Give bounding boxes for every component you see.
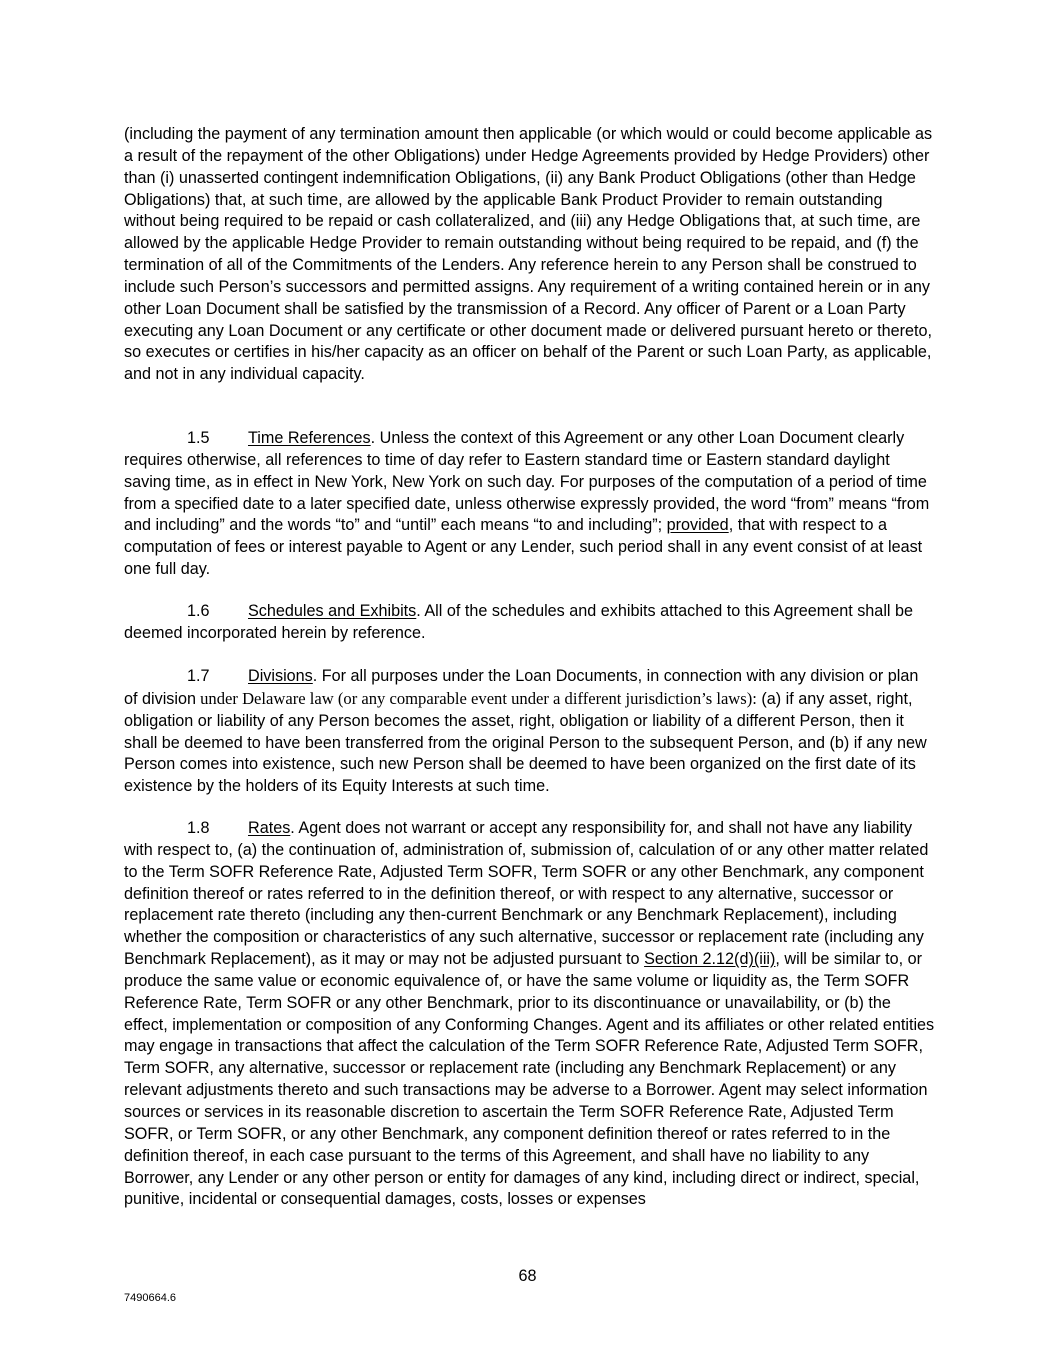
paragraph-text: (including the payment of any termination amount then applicable (or which would or could become applicable as a result of the repayment of the other Obligations) under Hedge Agreements provided by Hedge Providers) other than (i) unasserted contingent indemnification Obligations, (ii) any Bank Product Obligations (other than Hedge Obligations) that, at such time, are allowed by the applicable Bank Product Provider to remain outstanding without being required to be repaid or cash collateralized, and (iii) any Hedge Obligations that, at such time, are allowed by the applicable Hedge Provider to remain outstanding without being required to be repaid, and (f) the termination of all of the Commitments of the Lenders. Any reference herein to any Person shall be construed to include such Person’s successors and permitted assigns. Any requirement of a writing contained herein or in any other Loan Document shall be satisfied by the transmission of a Record. Any officer of Parent or a Loan Party executing any Loan Document or any certificate or other document made or delivered pursuant hereto or thereto, so executes or certifies in his/her capacity as an officer on behalf of the Parent or such Loan Party, as applicable, and not in any individual capacity. (124, 125, 933, 384)
section-text-continued: , will be similar to, or produce the same value or economic equivalence of, or have the same volume or liquidity as, the Term SOFR Reference Rate, Term SOFR or any other Benchmark, prior to its discontinuance or unavailability, or (b) the effect, implementation or composition of any Conforming Changes. Agent and its affiliates or other related entities may engage in transactions that affect the calculation of the Term SOFR Reference Rate, Adjusted Term SOFR, Term SOFR, any alternative, successor or replacement rate (including any Benchmark Replacement) or any relevant adjustments thereto and such transactions may be adverse to a Borrower. Agent may select information sources or services in its reasonable discretion to ascertain the Term SOFR Reference Rate, Adjusted Term SOFR, or Term SOFR, or any other Benchmark, any component definition thereof or rates referred to in the definition thereof, in each case pursuant to the terms of this Agreement, and shall have no liability to any Borrower, any Lender or any other person or entity for damages of any kind, including direct or indirect, special, punitive, incidental or consequential damages, costs, losses or expenses (124, 950, 935, 1209)
section-number: 1.8 (187, 819, 210, 837)
paragraph-continued-definition (124, 124, 936, 386)
section-text-continued: , that with respect to a computation of fees or interest payable to Agent or any Lender, such period shall in any event consist of at least one full day. (124, 516, 923, 579)
section-number: 1.5 (187, 429, 210, 447)
section-heading: Time References (248, 429, 371, 447)
section-text-serif: under Delaware law (or any comparable event under a different jurisdiction’s laws): (195, 688, 757, 708)
section-text: . Unless the context of this Agreement or any other Loan Document clearly requires otherwise, all references to time of day refer to Eastern standard time or Eastern standard daylight saving time, as in effect in New York, New York on such day. For purposes of the computation of a period of time from a specified date to a later specified date, unless otherwise expressly provided, the word “from” means “from and including” and the words “to” and “until” each means “to and including”; (124, 429, 930, 535)
page-number: 68 (518, 1267, 537, 1285)
section-heading: Divisions (248, 667, 313, 685)
section-1-8 (124, 818, 936, 1211)
section-number: 1.7 (187, 667, 210, 685)
section-text: . For all purposes under the Loan Documents, in connection with any division or plan of division (124, 667, 919, 708)
section-cross-reference: Section 2.12(d)(iii) (644, 950, 776, 969)
section-text-continued: (a) if any asset, right, obligation or liability of any Person becomes the asset, right, obligation or liability of a different Person, then it shall be deemed to have been transferred from the original Person to the subsequent Person, and (b) if any new Person comes into existence, such new Person shall be deemed to have been organized on the first date of its existence by the holders of its Equity Interests at such time. (124, 689, 927, 796)
section-1-7 (124, 666, 936, 798)
proviso-term: provided (666, 516, 729, 535)
section-number: 1.6 (187, 602, 210, 620)
section-1-6 (124, 601, 936, 645)
section-text: . All of the schedules and exhibits attached to this Agreement shall be deemed incorporated herein by reference. (124, 602, 914, 642)
section-text: . Agent does not warrant or accept any responsibility for, and shall not have any liability with respect to, (a) the continuation of, administration of, submission of, calculation of or any other matter related to the Term SOFR Reference Rate, Adjusted Term SOFR, Term SOFR or any other Benchmark, any component definition thereof or rates referred to in the definition thereof, or with respect to any alternative, successor or replacement rate thereto (including any then-current Benchmark or any Benchmark Replacement), including whether the composition or characteristics of any such alternative, successor or replacement rate (including any Benchmark Replacement), as it may or may not be adjusted pursuant to (124, 819, 929, 969)
document-id: 7490664.6 (124, 1292, 176, 1304)
section-1-5 (124, 428, 936, 581)
section-heading: Schedules and Exhibits (248, 602, 417, 620)
section-heading: Rates (248, 819, 291, 837)
